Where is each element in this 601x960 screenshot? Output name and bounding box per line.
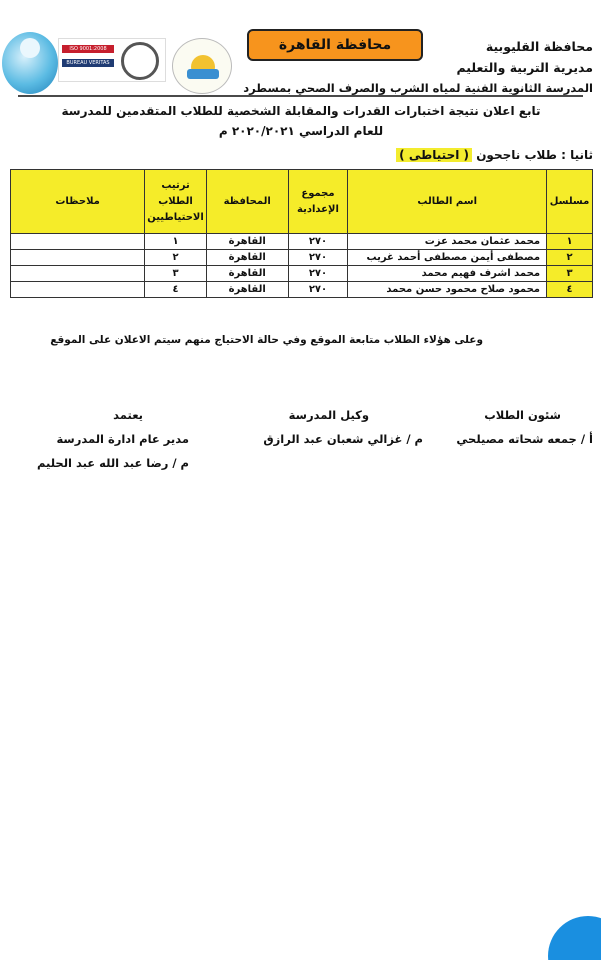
cairo-governorate-badge: محافظة القاهرة (247, 29, 423, 61)
letterhead (243, 36, 593, 99)
col-notes: ملاحظات (11, 170, 145, 234)
cell-rank: ٤ (145, 282, 207, 298)
col-serial: مسلسل (547, 170, 593, 234)
governorate-name: محافظة القليوبية (485, 39, 593, 54)
director-title: مدير عام ادارة المدرسة (56, 432, 189, 446)
col-prep-total: مجموع الإعدادية (288, 170, 348, 234)
cell-notes (11, 282, 145, 298)
cell-total: ٢٧٠ (288, 282, 348, 298)
table-row (11, 234, 593, 250)
cell-student-name: محمد عثمان محمد عزت (348, 234, 547, 250)
directorate-name: مديرية التربية والتعليم (456, 60, 593, 75)
cell-serial: ٢ (547, 250, 593, 266)
cell-student-name: محمود صلاح محمود حسن محمد (348, 282, 547, 298)
cell-governorate: القاهرة (206, 250, 288, 266)
academic-year: للعام الدراسي ٢٠٢٠/٢٠٢١ م (218, 124, 384, 138)
cell-governorate: القاهرة (206, 234, 288, 250)
cell-total: ٢٧٠ (288, 266, 348, 282)
table-row (11, 250, 593, 266)
col-student-name: اسم الطالب (348, 170, 547, 234)
table-row (11, 266, 593, 282)
student-affairs-name: أ / جمعه شحاته مصيلحي (456, 432, 593, 446)
col-reserve-rank: ترتيب الطلاب الاحتياطيين (145, 170, 207, 234)
iso-line1: ISO 9001:2008 (62, 45, 114, 53)
table-row (11, 282, 593, 298)
approval-title: يعتمد (113, 408, 143, 422)
iso-certification-logo (58, 38, 166, 82)
cell-serial: ٣ (547, 266, 593, 282)
cell-notes (11, 250, 145, 266)
cell-rank: ٢ (145, 250, 207, 266)
student-affairs-title: شئون الطلاب (484, 408, 561, 422)
cell-total: ٢٧٠ (288, 234, 348, 250)
col-governorate: المحافظة (206, 170, 288, 234)
section-prefix: ثانيا : طلاب ناجحون (476, 148, 593, 162)
header-divider (18, 95, 583, 97)
iso-line2: BUREAU VERITAS (62, 59, 114, 67)
deputy-name: م / غزالي شعبان عبد الرازق (263, 432, 423, 446)
cell-student-name: محمد اشرف فهيم محمد (348, 266, 547, 282)
follow-up-note: وعلى هؤلاء الطلاب متابعة الموقع وفي حالة الاحتياج منهم سيتم الاعلان على الموقع (50, 334, 483, 346)
section-heading (396, 148, 593, 162)
table-header-row (11, 170, 593, 234)
cell-total: ٢٧٠ (288, 250, 348, 266)
cell-rank: ١ (145, 234, 207, 250)
cell-notes (11, 234, 145, 250)
cell-serial: ٤ (547, 282, 593, 298)
reserve-highlight: ( احتياطى ) (396, 148, 472, 162)
director-name: م / رضا عبد الله عبد الحليم (37, 456, 189, 470)
school-logo (172, 38, 232, 94)
school-name: المدرسة الثانوية الفنية لمياه الشرب والصرف الصحي بمسطرد (243, 81, 593, 95)
cell-student-name: مصطفى أيمن مصطفى أحمد غريب (348, 250, 547, 266)
results-table (10, 169, 593, 298)
cell-governorate: القاهرة (206, 266, 288, 282)
deputy-title: وكيل المدرسة (288, 408, 369, 422)
bureau-veritas-seal-icon (121, 42, 159, 80)
corner-decoration (548, 916, 601, 960)
water-company-logo (2, 32, 58, 94)
cell-notes (11, 266, 145, 282)
cell-governorate: القاهرة (206, 282, 288, 298)
cell-serial: ١ (547, 234, 593, 250)
announcement-title: تابع اعلان نتيجة اختبارات القدرات والمقابلة الشخصية للطلاب المتقدمين للمدرسة (61, 104, 541, 118)
cell-rank: ٣ (145, 266, 207, 282)
